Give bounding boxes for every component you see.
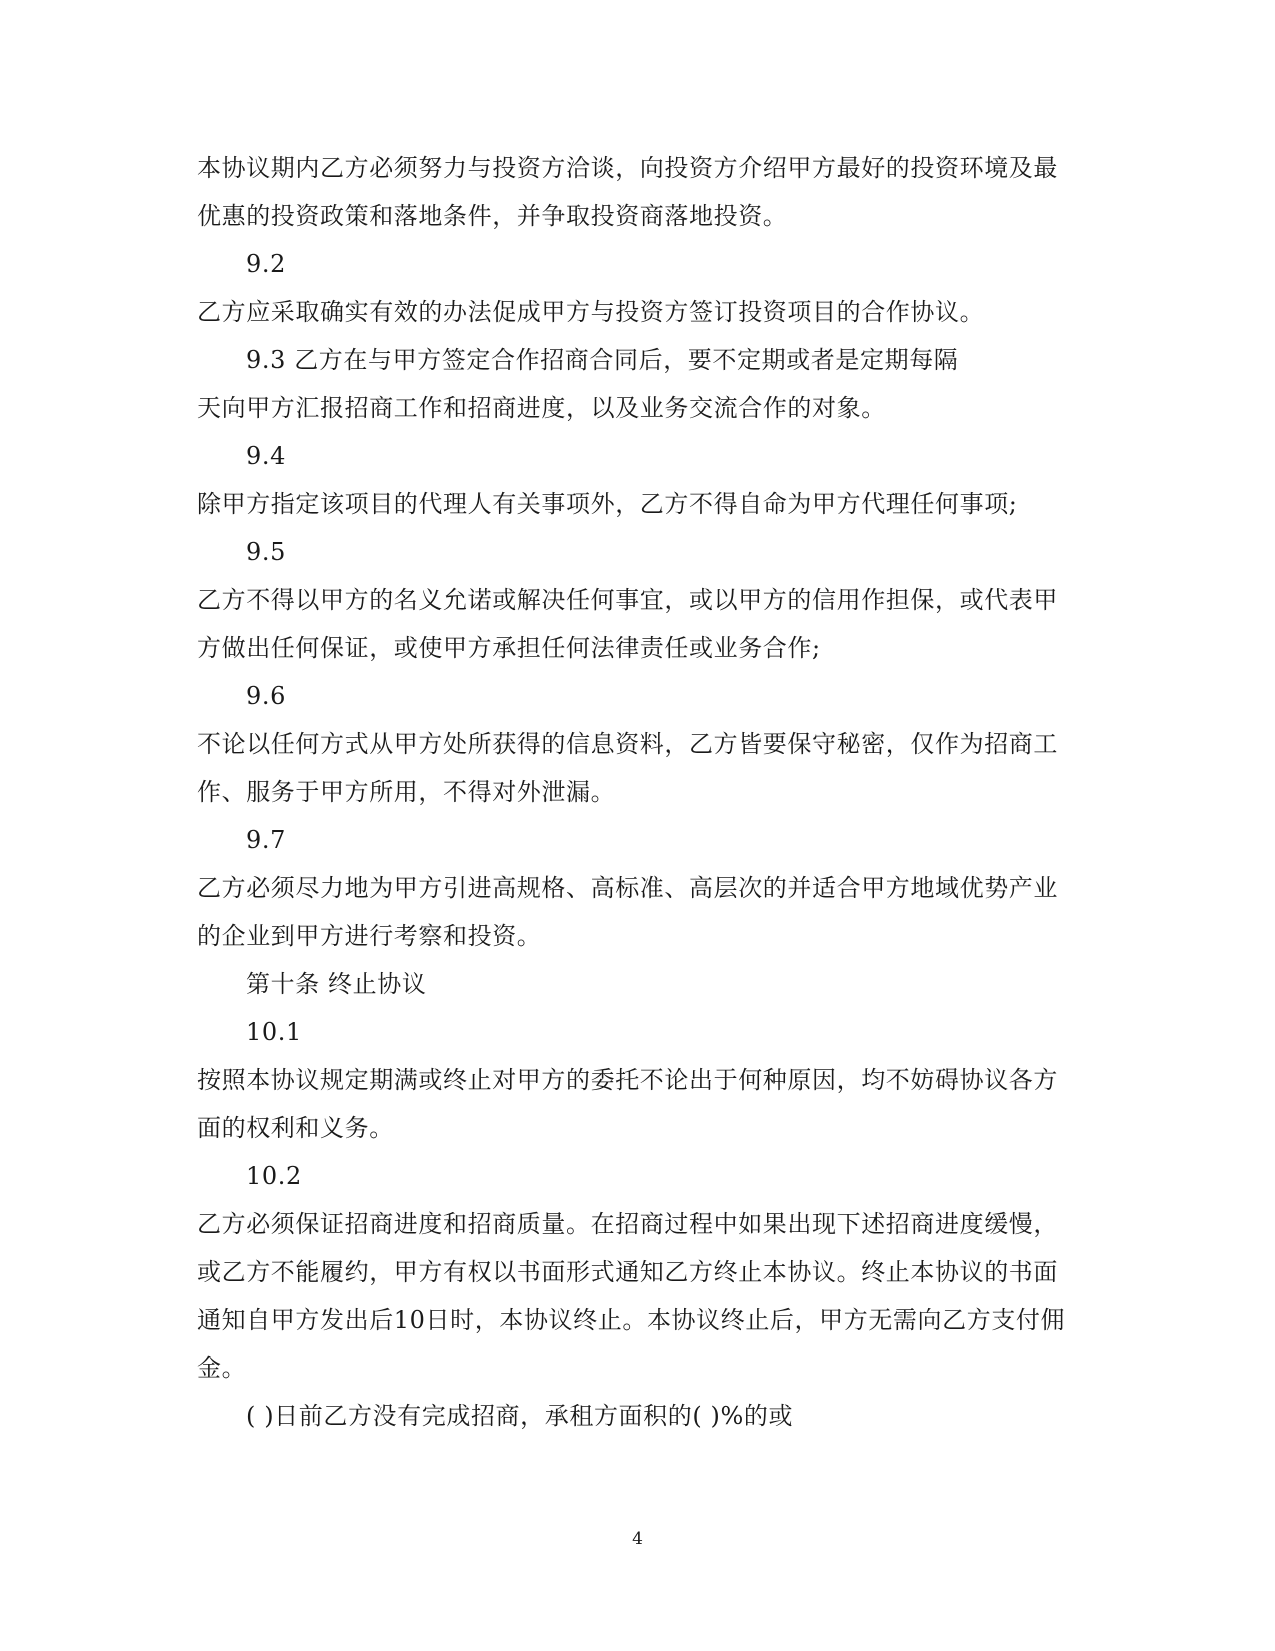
text-line: 优惠的投资政策和落地条件，并争取投资商落地投资。 (197, 202, 788, 230)
text-line: 或乙方不能履约，甲方有权以书面形式通知乙方终止本协议。终止本协议的书面 (197, 1258, 1058, 1286)
clause-number: 10.1 (246, 1018, 302, 1046)
clause-number: 9.6 (246, 682, 286, 710)
text-line: 通知自甲方发出后10日时，本协议终止。本协议终止后，甲方无需向乙方支付佣 (197, 1306, 1066, 1334)
text-line: 乙方必须尽力地为甲方引进高规格、高标准、高层次的并适合甲方地域优势产业 (197, 874, 1058, 902)
section-heading: 第十条 终止协议 (246, 970, 427, 998)
text-line: 除甲方指定该项目的代理人有关事项外，乙方不得自命为甲方代理任何事项; (197, 490, 1018, 518)
text-line: 按照本协议规定期满或终止对甲方的委托不论出于何种原因，均不妨碍协议各方 (197, 1066, 1058, 1094)
clause-number: 9.2 (246, 250, 286, 278)
clause-number: 9.4 (246, 442, 286, 470)
clause-number: 9.7 (246, 826, 286, 854)
text-line: 的企业到甲方进行考察和投资。 (197, 922, 542, 950)
text-line: 面的权利和义务。 (197, 1114, 394, 1142)
text-line: 金。 (197, 1354, 247, 1382)
text-line: 本协议期内乙方必须努力与投资方洽谈，向投资方介绍甲方最好的投资环境及最 (197, 154, 1058, 182)
text-line: 方做出任何保证，或使甲方承担任何法律责任或业务合作; (197, 634, 821, 662)
clause-number: 9.5 (246, 538, 286, 566)
text-line: 乙方不得以甲方的名义允诺或解决任何事宜，或以甲方的信用作担保，或代表甲 (197, 586, 1058, 614)
text-line: ( )日前乙方没有完成招商，承租方面积的( )%的或 (246, 1402, 794, 1430)
text-line: 乙方必须保证招商进度和招商质量。在招商过程中如果出现下述招商进度缓慢， (197, 1210, 1058, 1238)
text-line: 作、服务于甲方所用，不得对外泄漏。 (197, 778, 616, 806)
text-line: 天向甲方汇报招商工作和招商进度，以及业务交流合作的对象。 (197, 394, 886, 422)
page-number: 4 (632, 1529, 643, 1549)
clause-number: 10.2 (246, 1162, 302, 1190)
text-line: 不论以任何方式从甲方处所获得的信息资料，乙方皆要保守秘密，仅作为招商工 (197, 730, 1058, 758)
text-line: 乙方应采取确实有效的办法促成甲方与投资方签订投资项目的合作协议。 (197, 298, 985, 326)
text-line: 9.3 乙方在与甲方签定合作招商合同后，要不定期或者是定期每隔 (246, 346, 959, 374)
